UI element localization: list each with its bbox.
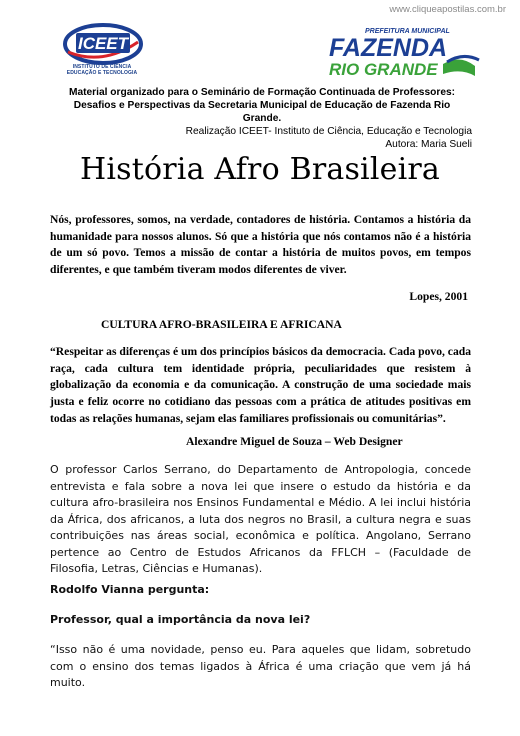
author-line: Autora: Maria Sueli xyxy=(385,139,472,150)
quote-author: Alexandre Miguel de Souza – Web Designer xyxy=(186,435,403,448)
answer-paragraph: “Isso não é uma novidade, penso eu. Para aqueles que lidam, sobretudo com o ensino dos temas ligados à África é uma criação que vem já há muito. xyxy=(50,643,471,689)
intro-citation: Lopes, 2001 xyxy=(409,290,468,303)
iceet-caption-line1: INSTITUTO DE CIÊNCIA xyxy=(72,64,132,70)
header-line-2: Desafios e Perspectivas da Secretaria Municipal de Educação de Fazenda Rio xyxy=(73,100,451,111)
svg-text:RIO GRANDE: RIO GRANDE xyxy=(329,60,438,79)
watermark: www.cliqueapostilas.com.br xyxy=(389,4,506,15)
svg-text:PREFEITURA MUNICIPAL: PREFEITURA MUNICIPAL xyxy=(365,28,450,35)
quote-paragraph: “Respeitar as diferenças é um dos princípios básicos da democracia. Cada povo, cada raça, cada cultura tem identidade própria, peculiaridades que resistem à globalização da economia e da comunicação. A construção de uma sociedade mais justa e feliz ocorre no cotidiano das pessoas com a prática de atitudes positivas em todas as relações humanas, sejam elas familiares profissionais ou comunitárias”. xyxy=(50,345,471,425)
question-line: Professor, qual a importância da nova lei? xyxy=(50,613,311,626)
header-line-3: Grande. xyxy=(242,113,282,124)
iceet-caption xyxy=(52,64,152,76)
intro-paragraph: Nós, professores, somos, na verdade, contadores de história. Contamos a história da humanidade para nossos alunos. Só que a história que nós contamos não é a história de um só povo. Temos a missão de contar a história de muitos povos, em tempos diferentes, e que também tiveram modos diferentes de viver. xyxy=(50,213,471,277)
page-title: História Afro Brasileira xyxy=(79,152,441,187)
interviewer-line: Rodolfo Vianna pergunta: xyxy=(50,583,210,596)
body-paragraph: O professor Carlos Serrano, do Departamento de Antropologia, concede entrevista e fala sobre a nova lei que insere o estudo da história e da cultura afro-brasileira nos Ensinos Fundamental e Médio. A lei inclui história da África, dos africanos, a luta dos negros no Brasil, a cultura negra e suas contribuições nas áreas social, econômica e política. Angolano, Serrano pertence ao Centro de Estudos Africanos da FFLCH – (Faculdade de Filosofia, Letras, Ciências e Humanas). xyxy=(50,463,471,575)
iceet-caption-line2: EDUCAÇÃO E TECNOLOGIA xyxy=(66,70,138,76)
svg-text:ICEET: ICEET xyxy=(77,34,129,53)
header-line-1: Material organizado para o Seminário de Formação Continuada de Professores: xyxy=(68,87,456,98)
svg-text:FAZENDA: FAZENDA xyxy=(329,34,448,62)
realizacao-line: Realização ICEET- Instituto de Ciência, Educação e Tecnologia xyxy=(185,126,472,137)
fazenda-rio-grande-logo xyxy=(325,24,485,82)
section-heading: CULTURA AFRO-BRASILEIRA E AFRICANA xyxy=(101,318,342,331)
